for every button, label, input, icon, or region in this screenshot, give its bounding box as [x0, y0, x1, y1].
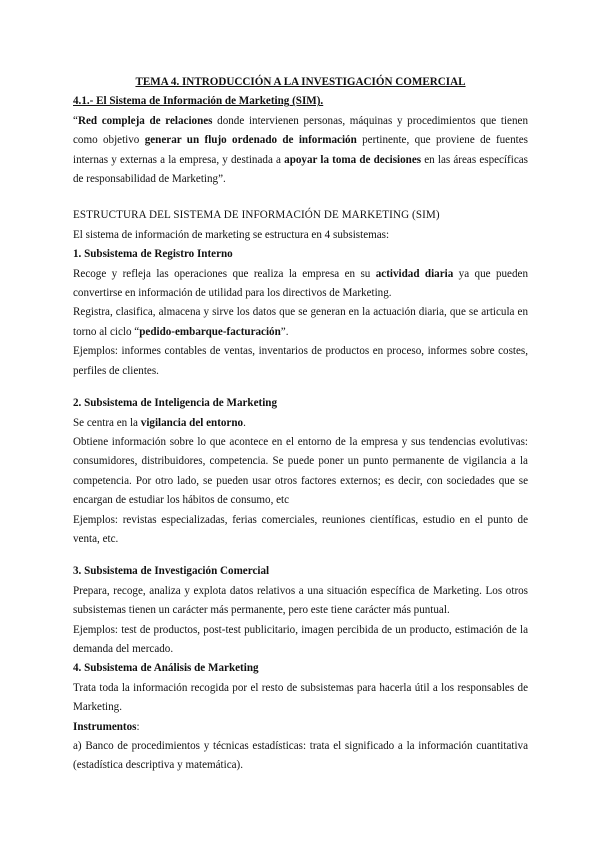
- subsystem-1-paragraph-2: [73, 303, 528, 342]
- instrumentos-item-a: a) Banco de procedimientos y técnicas estadísticas: trata el significado a la información cuantitativa (estadística descriptiva y matemática).: [73, 740, 528, 772]
- sub1-p2-text-a: Registra, clasifica, almacena y sirve los datos que se generan en la actuación diaria, que se articula en torno al ciclo “: [73, 306, 528, 338]
- document-title: TEMA 4. INTRODUCCIÓN A LA INVESTIGACIÓN COMERCIAL: [135, 76, 466, 88]
- sim-definition: [73, 112, 528, 190]
- sub2-p1-text-c: .: [243, 416, 246, 429]
- open-quote: “: [73, 114, 78, 127]
- bold-instrumentos: Instrumentos: [73, 720, 137, 733]
- sub1-p1-text-c: ya que pueden convertirse en información de utilidad para los directivos de Marketing.: [73, 267, 528, 300]
- subsystem-3-paragraph-1: Prepara, recoge, analiza y explota datos relativos a una situación específica de Marketing. Los otros subsistemas tienen un carácter más permanente, pero este tiene carácter más puntual.: [73, 584, 528, 617]
- instrumentos-colon: :: [136, 720, 140, 733]
- bold-generar-flujo: generar un flujo ordenado de información: [144, 134, 357, 147]
- estructura-intro: El sistema de información de marketing se estructura en 4 subsistemas:: [73, 228, 390, 241]
- sub1-p2-text-c: ”.: [280, 325, 289, 338]
- section-heading-4-1: 4.1.- El Sistema de Información de Marketing (SIM).: [73, 95, 324, 108]
- def-text-2: pertinente, que proviene de fuentes internas y externas a la empresa, y destinada a: [73, 134, 528, 166]
- subsystem-2-heading: 2. Subsistema de Inteligencia de Marketing: [73, 397, 277, 410]
- bold-red-compleja: Red compleja de relaciones: [77, 114, 213, 127]
- subsystem-4-heading: 4. Subsistema de Análisis de Marketing: [73, 662, 259, 675]
- subsystem-3-examples: Ejemplos: test de productos, post-test publicitario, imagen percibida de un producto, estimación de la demanda del mercado.: [73, 623, 528, 655]
- subsystem-3-heading: 3. Subsistema de Investigación Comercial: [73, 565, 270, 578]
- sub2-p1-text-a: Se centra en la: [73, 416, 141, 429]
- def-text-3: en las áreas específicas de responsabilidad de Marketing”.: [73, 153, 528, 186]
- subsystem-1-examples: Ejemplos: informes contables de ventas, inventarios de productos en proceso, informes sobre costes, perfiles de clientes.: [73, 345, 528, 377]
- subsystem-2-paragraph-2: Obtiene información sobre lo que acontece en el entorno de la empresa y sus tendencias evolutivas: consumidores, distribuidores, competencia. Se puede poner un punto permanente de vigilancia a la competencia. Por otro lado, se pueden usar otros factores externos; es decir, con sociedades que se encargan de estudiar los hábitos de consumo, etc: [73, 435, 528, 507]
- subsystem-2-examples: Ejemplos: revistas especializadas, ferias comerciales, reuniones científicas, estudio en el punto de venta, etc.: [73, 513, 528, 545]
- instrumentos-label: [73, 718, 528, 737]
- bold-pedido-embarque-facturacion: pedido-embarque-facturación: [139, 325, 281, 338]
- bold-apoyar-decisiones: apoyar la toma de decisiones: [284, 153, 422, 166]
- bold-actividad-diaria: actividad diaria: [375, 267, 454, 280]
- subsystem-1-paragraph-1: [73, 265, 528, 304]
- subsystem-4-paragraph-1: Trata toda la información recogida por el resto de subsistemas para hacerla útil a los responsables de Marketing.: [73, 681, 528, 714]
- sub1-p1-text-a: Recoge y refleja las operaciones que realiza la empresa en su: [73, 267, 376, 280]
- subsystem-2-paragraph-1: [73, 414, 528, 433]
- subsystem-1-heading: 1. Subsistema de Registro Interno: [73, 248, 233, 261]
- estructura-heading: ESTRUCTURA DEL SISTEMA DE INFORMACIÓN DE MARKETING (SIM): [73, 209, 440, 222]
- bold-vigilancia-entorno: vigilancia del entorno: [140, 416, 244, 429]
- def-text-1: donde intervienen personas, máquinas y procedimientos que tienen como objetivo: [73, 114, 528, 147]
